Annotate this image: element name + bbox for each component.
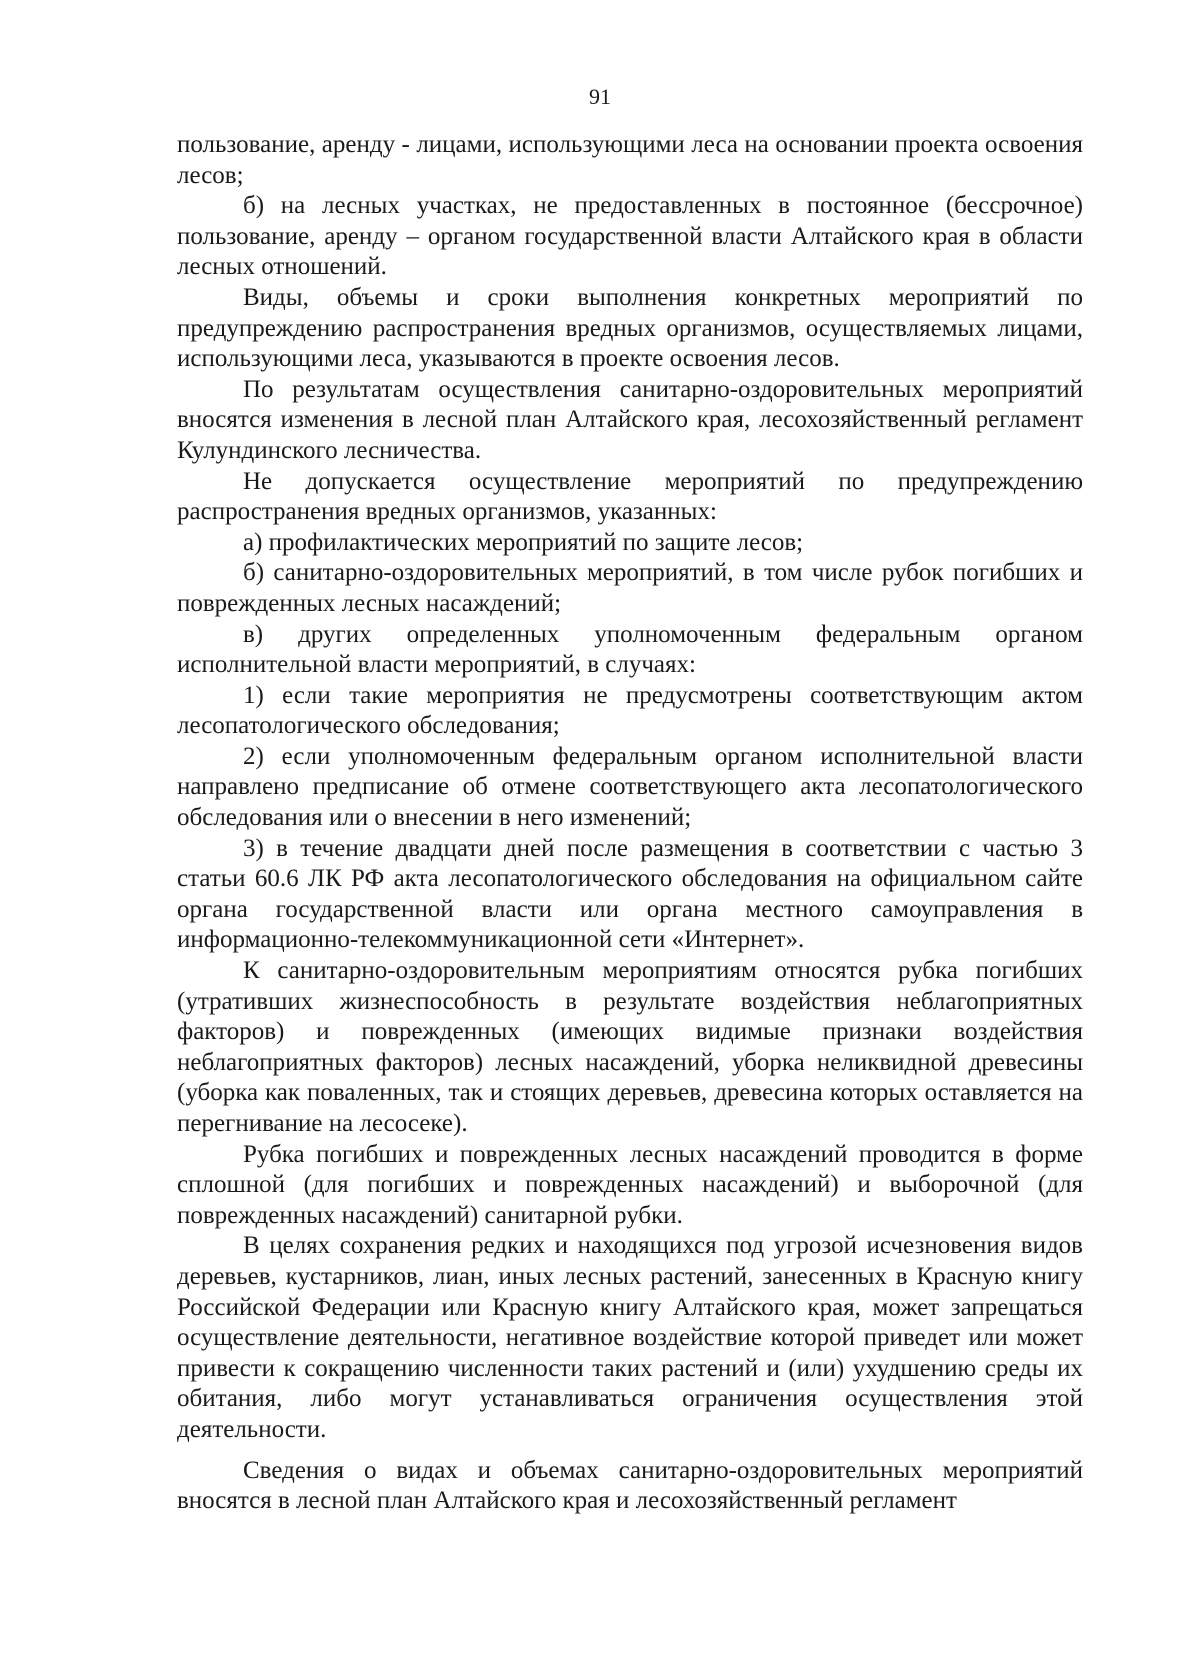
page-number: 91	[589, 84, 611, 109]
paragraph-case-1: 1) если такие мероприятия не предусмотрены соответствующим актом лесопатологического обследования;	[177, 681, 1083, 740]
paragraph-case-2: 2) если уполномоченным федеральным органом исполнительной власти направлено предписание об отмене соответствующего акта лесопатологического обследования или о внесении в него изменений;	[177, 742, 1083, 832]
paragraph-case-3: 3) в течение двадцати дней после размещения в соответствии с частью 3 статьи 60.6 ЛК РФ акта лесопатологического обследования на официальном сайте органа государственной власти или органа местного самоуправления в информационно-телекоммуникационной сети «Интернет».	[177, 834, 1083, 954]
paragraph-felling-forms: Рубка погибших и поврежденных лесных насаждений проводится в форме сплошной (для погибших и поврежденных насаждений) и выборочной (для поврежденных насаждений) санитарной рубки.	[177, 1140, 1083, 1229]
paragraph-continuation: пользование, аренду - лицами, использующими леса на основании проекта освоения лесов;	[177, 131, 1083, 189]
paragraph-item-b-unleased-plots: б) на лесных участках, не предоставленных в постоянное (бессрочное) пользование, аренду – органом государственной власти Алтайского края в области лесных отношений.	[177, 192, 1083, 281]
paragraph-not-allowed: Не допускается осуществление мероприятий по предупреждению распространения вредных организмов, указанных:	[177, 467, 1083, 526]
paragraph-item-b-sanitary: б) санитарно-оздоровительных мероприятий, в том числе рубок погибших и поврежденных лесных насаждений;	[177, 559, 1083, 617]
paragraph-item-v-other: в) других определенных уполномоченным федеральным органом исполнительной власти мероприятий, в случаях:	[177, 620, 1083, 679]
document-body	[177, 130, 1083, 1517]
paragraph-sanitary-definition: К санитарно-оздоровительным мероприятиям относятся рубка погибших (утративших жизнеспособность в результате воздействия неблагоприятных факторов) и поврежденных (имеющих видимые признаки воздействия неблагоприятных факторов) лесных насаждений, уборка неликвидной древесины (уборка как поваленных, так и стоящих деревьев, древесина которых оставляется на перегнивание на лесосеке).	[177, 957, 1083, 1137]
paragraph-information: Сведения о видах и объемах санитарно-оздоровительных мероприятий вносятся в лесной план Алтайского края и лесохозяйственный регламент	[177, 1456, 1083, 1515]
paragraph-rare-species: В целях сохранения редких и находящихся под угрозой исчезновения видов деревьев, кустарников, лиан, иных лесных растений, занесенных в Красную книгу Российской Федерации или Красную книгу Алтайского края, может запрещаться осуществление деятельности, негативное воздействие которой приведет или может привести к сокращению численности таких растений и (или) ухудшению среды их обитания, либо могут устанавливаться ограничения осуществления этой деятельности.	[177, 1232, 1083, 1443]
paragraph-results-changes: По результатам осуществления санитарно-оздоровительных мероприятий вносятся изменения в лесной план Алтайского края, лесохозяйственный регламент Кулундинского лесничества.	[177, 375, 1083, 464]
paragraph-measures-types: Виды, объемы и сроки выполнения конкретных мероприятий по предупреждению распространения вредных организмов, осуществляемых лицами, использующими леса, указываются в проекте освоения лесов.	[177, 283, 1083, 373]
paragraph-item-a-preventive: а) профилактических мероприятий по защите лесов;	[243, 528, 804, 556]
